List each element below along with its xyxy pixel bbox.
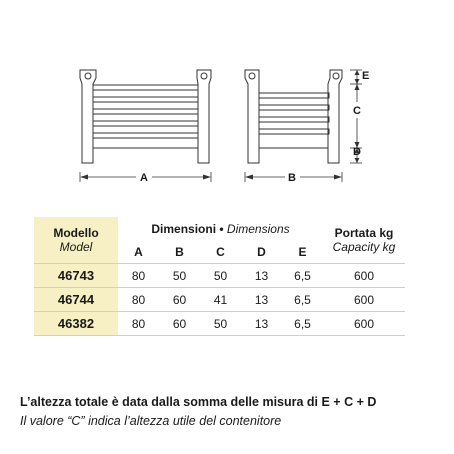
model-cell: 46382 [34, 312, 118, 336]
value-cell: 50 [159, 264, 200, 288]
column-header-e: E [282, 240, 323, 264]
capacity-header-it: Portata kg [334, 226, 394, 240]
front-right-post [197, 70, 211, 163]
capacity-cell: 600 [323, 312, 405, 336]
front-right-eyelet [201, 73, 207, 79]
side-slat [259, 93, 329, 98]
capacity-cell: 600 [323, 288, 405, 312]
side-slat [259, 105, 329, 110]
side-view [245, 70, 342, 163]
dimension-b-label: B [288, 172, 296, 184]
front-slat [93, 121, 198, 126]
front-left-eyelet [85, 73, 91, 79]
total-height-note: L’altezza totale è data dalla somma delle misura di E + C + D [20, 395, 377, 409]
dimension-a-label: A [140, 172, 148, 184]
value-cell: 50 [200, 312, 241, 336]
specifications-table [34, 217, 405, 336]
dimension-b [245, 172, 342, 184]
column-header-b: B [159, 240, 200, 264]
front-left-post [80, 70, 96, 163]
front-slat [93, 133, 198, 138]
value-cell: 80 [118, 288, 159, 312]
model-cell: 46743 [34, 264, 118, 288]
dimensions-header-separator: • [216, 221, 227, 236]
front-slat [93, 97, 198, 102]
column-header-c: C [200, 240, 241, 264]
value-cell: 80 [118, 264, 159, 288]
value-cell: 50 [200, 264, 241, 288]
value-cell: 60 [159, 288, 200, 312]
capacity-header-en: Capacity kg [332, 240, 396, 254]
column-header-d: D [241, 240, 282, 264]
table-header-row [34, 217, 405, 240]
dimensions-header-en: Dimensions [226, 221, 290, 236]
front-view [80, 70, 211, 163]
side-right-post [328, 70, 342, 163]
model-header-en: Model [59, 240, 93, 254]
side-left-post [245, 70, 259, 163]
column-header-a: A [118, 240, 159, 264]
value-cell: 13 [241, 312, 282, 336]
side-slat [259, 117, 329, 122]
side-right-eyelet [333, 73, 339, 79]
dimension-d-label: D [353, 146, 361, 158]
front-slat [93, 85, 198, 90]
value-cell: 13 [241, 288, 282, 312]
side-slat [259, 129, 329, 134]
dimension-c-label: C [353, 105, 361, 117]
capacity-cell: 600 [323, 264, 405, 288]
table-row [34, 264, 405, 288]
value-cell: 60 [159, 312, 200, 336]
usable-height-note: Il valore “C” indica l’altezza utile del contenitore [20, 414, 282, 428]
dimension-e-label: E [362, 70, 370, 82]
value-cell: 80 [118, 312, 159, 336]
dimension-a [80, 172, 211, 184]
table-row [34, 312, 405, 336]
value-cell: 41 [200, 288, 241, 312]
front-slat [93, 109, 198, 114]
model-cell: 46744 [34, 288, 118, 312]
container-technical-drawing [0, 0, 454, 200]
dimensions-header-it: Dimensioni [151, 221, 217, 236]
model-header [34, 217, 118, 264]
value-cell: 6,5 [282, 312, 323, 336]
model-header-it: Modello [53, 226, 99, 240]
value-cell: 6,5 [282, 264, 323, 288]
capacity-header [323, 217, 405, 264]
value-cell: 13 [241, 264, 282, 288]
value-cell: 6,5 [282, 288, 323, 312]
side-left-eyelet [249, 73, 255, 79]
dimensions-header [118, 217, 323, 240]
table-row [34, 288, 405, 312]
